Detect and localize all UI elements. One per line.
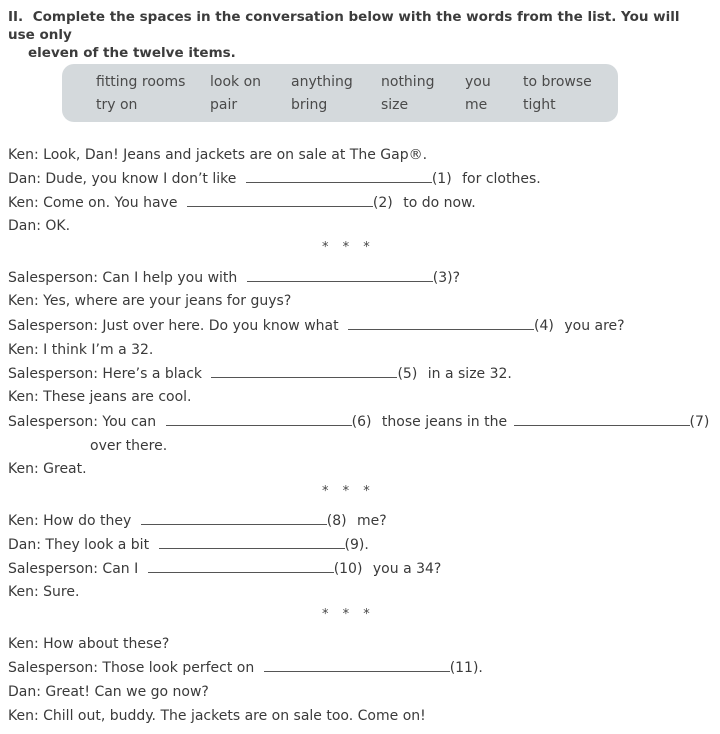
answer-blank[interactable]: [514, 414, 690, 426]
dialogue-line: [8, 513, 387, 529]
word-item: size: [381, 97, 409, 113]
speaker: Salesperson:: [8, 660, 98, 676]
dialogue-line: [8, 636, 169, 652]
blank-number: (2): [372, 195, 393, 211]
speaker: Ken:: [8, 293, 39, 309]
line-text: Just over here. Do you know what: [102, 318, 339, 334]
speaker: Dan:: [8, 537, 41, 553]
answer-blank[interactable]: [148, 561, 334, 573]
speaker: Ken:: [8, 461, 39, 477]
answer-blank[interactable]: [348, 318, 534, 330]
dialogue-line: [8, 147, 427, 163]
speaker: Dan:: [8, 171, 41, 187]
blank-number: (10): [333, 561, 363, 577]
answer-blank[interactable]: [264, 660, 450, 672]
speaker: Salesperson:: [8, 366, 98, 382]
line-text: Come on. You have: [43, 195, 178, 211]
line-text: Can I: [102, 561, 139, 577]
blank-number: (9).: [344, 537, 369, 553]
dialogue-line: [8, 318, 625, 334]
line-text: Great! Can we go now?: [45, 684, 209, 700]
line-text: over there.: [90, 438, 168, 454]
dialogue-line: [8, 660, 483, 676]
exercise-instructions: [8, 8, 688, 62]
word-item: to browse: [523, 74, 592, 90]
word-item: tight: [523, 97, 556, 113]
line-text: me?: [357, 513, 387, 529]
answer-blank[interactable]: [159, 537, 345, 549]
answer-blank[interactable]: [166, 414, 352, 426]
line-text: How about these?: [43, 636, 170, 652]
dialogue-line: [8, 389, 192, 405]
line-text: Chill out, buddy. The jackets are on sale too. Come on!: [43, 708, 426, 724]
answer-blank[interactable]: [141, 513, 327, 525]
line-text: Yes, where are your jeans for guys?: [43, 293, 292, 309]
speaker: Ken:: [8, 147, 39, 163]
answer-blank[interactable]: [247, 270, 433, 282]
dialogue-line: [8, 461, 87, 477]
section-separator: * * *: [322, 484, 375, 499]
dialogue-line: [8, 342, 153, 358]
dialogue-line: [8, 414, 709, 430]
line-text: OK.: [45, 218, 71, 234]
speaker: Dan:: [8, 218, 41, 234]
blank-number: (11).: [449, 660, 483, 676]
dialogue-line: [8, 293, 291, 309]
word-item: anything: [291, 74, 353, 90]
word-item: look on: [210, 74, 262, 90]
blank-number: (6): [351, 414, 372, 430]
answer-blank[interactable]: [211, 366, 397, 378]
word-item: me: [465, 97, 488, 113]
dialogue-line: [8, 561, 441, 577]
instructions-line-2: eleven of the twelve items.: [28, 45, 236, 61]
instructions-text: Complete the spaces in the conversation below with the words from the list. You will use only: [8, 9, 680, 43]
section-separator: * * *: [322, 240, 375, 255]
exercise-number: II.: [8, 9, 24, 25]
dialogue-line: [8, 195, 476, 211]
speaker: Ken:: [8, 342, 39, 358]
blank-number: (7): [689, 414, 710, 430]
dialogue-line: [8, 537, 369, 553]
dialogue-line: [8, 584, 79, 600]
dialogue-line: [8, 708, 426, 724]
dialogue-line: [8, 684, 209, 700]
speaker: Ken:: [8, 636, 39, 652]
speaker: Ken:: [8, 389, 39, 405]
line-text: to do now.: [403, 195, 476, 211]
line-text: in a size 32.: [427, 366, 512, 382]
word-item: try on: [96, 97, 138, 113]
line-text: I think I’m a 32.: [43, 342, 154, 358]
line-text: those jeans in the: [381, 414, 508, 430]
line-text: Sure.: [43, 584, 80, 600]
speaker: Ken:: [8, 708, 39, 724]
line-text: These jeans are cool.: [43, 389, 192, 405]
instructions-line-1: [8, 8, 688, 44]
line-text: Those look perfect on: [102, 660, 255, 676]
line-text: Here’s a black: [102, 366, 203, 382]
line-text: for clothes.: [462, 171, 541, 187]
line-text: Look, Dan! Jeans and jackets are on sale at The Gap®.: [43, 147, 428, 163]
dialogue-line: [8, 366, 512, 382]
line-text: Great.: [43, 461, 87, 477]
answer-blank[interactable]: [187, 195, 373, 207]
speaker: Salesperson:: [8, 561, 98, 577]
blank-number: (3)?: [432, 270, 460, 286]
blank-number: (8): [326, 513, 347, 529]
speaker: Ken:: [8, 584, 39, 600]
line-text: you a 34?: [372, 561, 442, 577]
line-text: They look a bit: [45, 537, 150, 553]
line-text: You can: [102, 414, 157, 430]
blank-number: (5): [397, 366, 418, 382]
speaker: Ken:: [8, 195, 39, 211]
word-list-box: [62, 64, 618, 122]
word-item: you: [465, 74, 491, 90]
speaker: Salesperson:: [8, 318, 98, 334]
speaker: Salesperson:: [8, 270, 98, 286]
dialogue-line: [8, 270, 460, 286]
speaker: Dan:: [8, 684, 41, 700]
blank-number: (4): [534, 318, 554, 334]
word-item: nothing: [381, 74, 435, 90]
blank-number: (1): [431, 171, 452, 187]
line-text: Can I help you with: [102, 270, 238, 286]
line-text: you are?: [564, 318, 625, 334]
dialogue-line: [8, 171, 541, 187]
word-item: pair: [210, 97, 238, 113]
line-text: How do they: [43, 513, 132, 529]
speaker: Ken:: [8, 513, 39, 529]
section-separator: * * *: [322, 607, 375, 622]
dialogue-line-continuation: [90, 438, 167, 454]
speaker: Salesperson:: [8, 414, 98, 430]
line-text: Dude, you know I don’t like: [45, 171, 237, 187]
dialogue-line: [8, 218, 70, 234]
word-item: fitting rooms: [96, 74, 186, 90]
answer-blank[interactable]: [246, 171, 432, 183]
word-item: bring: [291, 97, 328, 113]
